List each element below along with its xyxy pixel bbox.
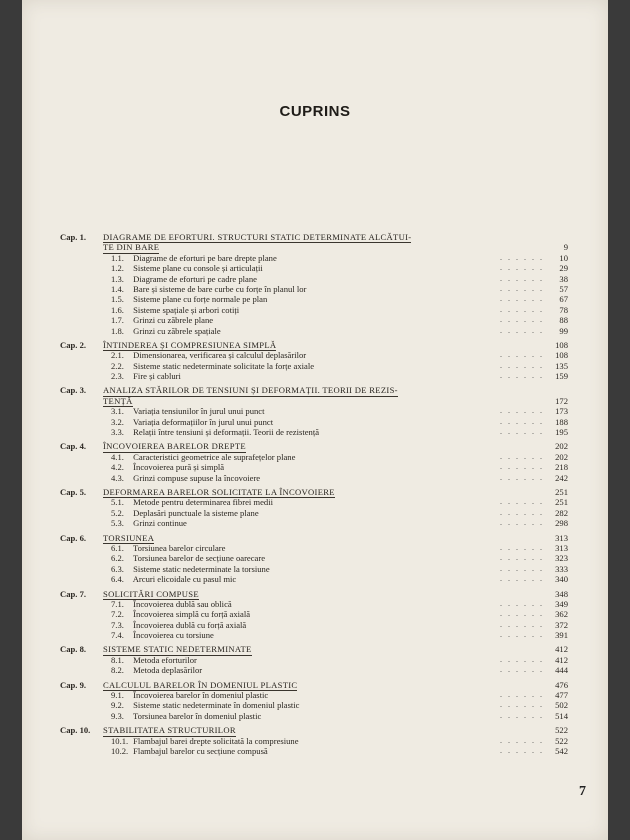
toc-section-row bbox=[60, 462, 568, 472]
section-number: 10.2. bbox=[111, 745, 129, 756]
page-ref: 333 bbox=[555, 563, 568, 574]
dot-leader: . . . . . . bbox=[500, 451, 544, 461]
section-entry bbox=[111, 497, 273, 507]
section-number: 4.3. bbox=[111, 472, 124, 483]
page-ref: 195 bbox=[555, 427, 568, 438]
section-number: 6.2. bbox=[111, 553, 124, 564]
section-title: Sisteme static nedeterminate la torsiune bbox=[133, 563, 270, 574]
section-title: Grinzi cu zăbrele spațiale bbox=[133, 325, 221, 336]
section-title: Metoda deplasărilor bbox=[133, 665, 203, 676]
section-title: Torsiunea barelor de secțiune oarecare bbox=[133, 553, 266, 564]
page-ref: 135 bbox=[555, 360, 568, 371]
section-entry bbox=[111, 665, 202, 675]
section-title: Flambajul barei drepte solicitată la compresiune bbox=[133, 735, 299, 746]
page-ref: 108 bbox=[555, 350, 568, 361]
section-entry bbox=[111, 473, 260, 483]
section-title: Fire și cabluri bbox=[133, 371, 181, 382]
toc-section-row bbox=[60, 746, 568, 756]
chapter-title: SISTEME STATIC NEDETERMINATE bbox=[103, 644, 252, 655]
chapter-title: DEFORMAREA BARELOR SOLICITATE LA ÎNCOVOIERE bbox=[103, 486, 335, 497]
page-title: CUPRINS bbox=[279, 103, 351, 120]
chapter-title: CALCULUL BARELOR ÎN DOMENIUL PLASTIC bbox=[103, 679, 298, 690]
section-entry bbox=[111, 553, 265, 563]
toc-section-row bbox=[60, 417, 568, 427]
page-ref: 323 bbox=[555, 553, 568, 564]
page-ref: 251 bbox=[555, 486, 568, 497]
toc-section-row bbox=[60, 253, 568, 263]
chapter-number: Cap. 7. bbox=[60, 588, 87, 599]
page-ref: 99 bbox=[559, 325, 568, 336]
section-entry bbox=[111, 305, 239, 315]
section-title: Diagrame de eforturi pe cadre plane bbox=[133, 273, 257, 284]
dot-leader: . . . . . . bbox=[500, 619, 544, 629]
toc-section-row bbox=[60, 518, 568, 528]
section-entry bbox=[111, 350, 306, 360]
toc-chapter-row bbox=[60, 385, 568, 395]
page-ref: 57 bbox=[559, 283, 568, 294]
section-entry bbox=[111, 274, 257, 284]
section-entry bbox=[111, 427, 319, 437]
page-ref: 78 bbox=[559, 304, 568, 315]
page-number: 7 bbox=[579, 784, 586, 799]
toc-chapter-row-continued bbox=[60, 396, 568, 406]
toc-section-row bbox=[60, 574, 568, 584]
toc-section-row bbox=[60, 361, 568, 371]
toc-section-row bbox=[60, 274, 568, 284]
page-ref: 514 bbox=[555, 710, 568, 721]
page-ref: 476 bbox=[555, 679, 568, 690]
dot-leader: . . . . . . bbox=[500, 350, 544, 360]
toc-section-row bbox=[60, 711, 568, 721]
toc-section-row bbox=[60, 452, 568, 462]
toc-section-row bbox=[60, 543, 568, 553]
section-entry bbox=[111, 284, 306, 294]
chapter-title-continued: TE DIN BARE bbox=[103, 242, 160, 253]
section-number: 7.1. bbox=[111, 598, 124, 609]
section-title: Bare și sisteme de bare curbe cu forțe în planul lor bbox=[133, 283, 307, 294]
section-entry bbox=[111, 462, 224, 472]
toc-chapter-row bbox=[60, 644, 568, 654]
section-number: 6.3. bbox=[111, 563, 124, 574]
toc-section-row bbox=[60, 508, 568, 518]
dot-leader: . . . . . . bbox=[500, 700, 544, 710]
dot-leader: . . . . . . bbox=[500, 745, 544, 755]
section-number: 1.6. bbox=[111, 304, 124, 315]
section-title: Torsiunea barelor în domeniul plastic bbox=[133, 710, 262, 721]
toc-section-row bbox=[60, 350, 568, 360]
section-number: 9.3. bbox=[111, 710, 124, 721]
section-number: 8.2. bbox=[111, 665, 124, 676]
page-ref: 391 bbox=[555, 630, 568, 641]
page-ref: 108 bbox=[555, 339, 568, 350]
toc-section-row bbox=[60, 553, 568, 563]
section-entry bbox=[111, 361, 314, 371]
dot-leader: . . . . . . bbox=[500, 462, 544, 472]
page-ref: 202 bbox=[555, 441, 568, 452]
section-number: 10.1. bbox=[111, 735, 129, 746]
section-entry bbox=[111, 746, 268, 756]
chapter-title: ÎNCOVOIEREA BARELOR DREPTE bbox=[103, 441, 246, 452]
page-ref: 298 bbox=[555, 518, 568, 529]
dot-leader: . . . . . . bbox=[500, 542, 544, 552]
page-ref: 188 bbox=[555, 416, 568, 427]
toc-section-row bbox=[60, 473, 568, 483]
dot-leader: . . . . . . bbox=[500, 315, 544, 325]
section-number: 3.2. bbox=[111, 416, 124, 427]
page-ref: 251 bbox=[555, 497, 568, 508]
section-number: 7.4. bbox=[111, 630, 124, 641]
dot-leader: . . . . . . bbox=[500, 553, 544, 563]
dot-leader: . . . . . . bbox=[500, 654, 544, 664]
dot-leader: . . . . . . bbox=[500, 406, 544, 416]
page-ref: 67 bbox=[559, 294, 568, 305]
toc-section-row bbox=[60, 284, 568, 294]
dot-leader: . . . . . . bbox=[500, 371, 544, 381]
dot-leader: . . . . . . bbox=[500, 598, 544, 608]
page-ref: 159 bbox=[555, 371, 568, 382]
section-title: Torsiunea barelor circulare bbox=[133, 542, 226, 553]
chapter-number: Cap. 9. bbox=[60, 679, 87, 690]
section-entry bbox=[111, 711, 261, 721]
section-number: 3.3. bbox=[111, 427, 124, 438]
section-title: Sisteme spațiale și arbori cotiți bbox=[133, 304, 240, 315]
section-title: Diagrame de eforturi pe bare drepte plane bbox=[133, 252, 277, 263]
dot-leader: . . . . . . bbox=[500, 294, 544, 304]
page-ref: 348 bbox=[555, 588, 568, 599]
section-entry bbox=[111, 253, 277, 263]
section-entry bbox=[111, 655, 197, 665]
chapter-number: Cap. 8. bbox=[60, 644, 87, 655]
toc-chapter-row bbox=[60, 725, 568, 735]
dot-leader: . . . . . . bbox=[500, 360, 544, 370]
section-number: 6.1. bbox=[111, 542, 124, 553]
toc-section-row bbox=[60, 609, 568, 619]
section-title: Încovoierea dublă sau oblică bbox=[133, 598, 232, 609]
dot-leader: . . . . . . bbox=[500, 630, 544, 640]
chapter-title-continued: TENȚĂ bbox=[103, 395, 133, 406]
dot-leader: . . . . . . bbox=[500, 427, 544, 437]
section-number: 1.5. bbox=[111, 294, 124, 305]
toc-section-row bbox=[60, 263, 568, 273]
page-ref: 477 bbox=[555, 690, 568, 701]
dot-leader: . . . . . . bbox=[500, 609, 544, 619]
chapter-title: ANALIZA STĂRILOR DE TENSIUNI ȘI DEFORMAȚII. TEORII DE REZIS- bbox=[103, 385, 398, 396]
page-ref: 412 bbox=[555, 654, 568, 665]
toc-chapter-row bbox=[60, 680, 568, 690]
section-title: Dimensionarea, verificarea și calculul deplasărilor bbox=[133, 350, 307, 361]
section-number: 2.3. bbox=[111, 371, 124, 382]
dot-leader: . . . . . . bbox=[500, 665, 544, 675]
toc-section-row bbox=[60, 326, 568, 336]
chapter-number: Cap. 1. bbox=[60, 232, 87, 242]
section-title: Grinzi compuse supuse la încovoiere bbox=[133, 472, 261, 483]
page-ref: 340 bbox=[555, 574, 568, 585]
section-title: Sisteme plane cu console și articulații bbox=[133, 263, 263, 274]
section-entry bbox=[111, 315, 213, 325]
section-number: 7.2. bbox=[111, 609, 124, 620]
toc-section-row bbox=[60, 620, 568, 630]
section-entry bbox=[111, 417, 273, 427]
section-title: Sisteme plane cu forțe normale pe plan bbox=[133, 294, 268, 305]
section-number: 6.4. bbox=[111, 574, 124, 585]
section-number: 2.1. bbox=[111, 350, 124, 361]
chapter-number: Cap. 2. bbox=[60, 339, 87, 350]
section-number: 1.1. bbox=[111, 252, 124, 263]
page-ref: 29 bbox=[559, 263, 568, 274]
dot-leader: . . . . . . bbox=[500, 507, 544, 517]
toc-section-row bbox=[60, 736, 568, 746]
section-entry bbox=[111, 564, 270, 574]
dot-leader: . . . . . . bbox=[500, 518, 544, 528]
section-entry bbox=[111, 609, 250, 619]
section-entry bbox=[111, 599, 232, 609]
section-title: Încovoierea cu torsiune bbox=[133, 630, 214, 641]
dot-leader: . . . . . . bbox=[500, 304, 544, 314]
section-number: 5.3. bbox=[111, 518, 124, 529]
toc-section-row bbox=[60, 690, 568, 700]
section-entry bbox=[111, 630, 214, 640]
toc-section-row bbox=[60, 315, 568, 325]
section-number: 1.2. bbox=[111, 263, 124, 274]
section-number: 5.2. bbox=[111, 507, 124, 518]
dot-leader: . . . . . . bbox=[500, 283, 544, 293]
section-title: Grinzi cu zăbrele plane bbox=[133, 315, 214, 326]
section-number: 1.4. bbox=[111, 283, 124, 294]
section-title: Grinzi continue bbox=[133, 518, 187, 529]
section-number: 9.2. bbox=[111, 700, 124, 711]
section-title: Metode pentru determinarea fibrei medii bbox=[133, 497, 273, 508]
section-title: Metoda eforturilor bbox=[133, 654, 197, 665]
chapter-number: Cap. 10. bbox=[60, 725, 91, 736]
section-entry bbox=[111, 518, 187, 528]
section-entry bbox=[111, 263, 263, 273]
section-entry bbox=[111, 690, 268, 700]
dot-leader: . . . . . . bbox=[500, 710, 544, 720]
section-title: Variația deformațiilor în jurul unui punct bbox=[133, 416, 274, 427]
toc-section-row bbox=[60, 497, 568, 507]
section-title: Sisteme static nedeterminate în domeniul plastic bbox=[133, 700, 300, 711]
section-title: Încovoierea barelor în domeniul plastic bbox=[133, 690, 269, 701]
chapter-title: DIAGRAME DE EFORTURI. STRUCTURI STATIC DETERMINATE ALCĂTUI- bbox=[103, 232, 412, 242]
section-number: 4.1. bbox=[111, 451, 124, 462]
dot-leader: . . . . . . bbox=[500, 263, 544, 273]
page-ref: 88 bbox=[559, 315, 568, 326]
chapter-number: Cap. 4. bbox=[60, 441, 87, 452]
toc-section-row bbox=[60, 599, 568, 609]
section-title: Flambajul barelor cu secțiune compusă bbox=[133, 745, 268, 756]
section-number: 1.3. bbox=[111, 273, 124, 284]
page-ref: 412 bbox=[555, 644, 568, 655]
page-ref: 502 bbox=[555, 700, 568, 711]
section-number: 8.1. bbox=[111, 654, 124, 665]
section-entry bbox=[111, 371, 181, 381]
page-ref: 522 bbox=[555, 725, 568, 736]
section-number: 5.1. bbox=[111, 497, 124, 508]
toc-section-row bbox=[60, 564, 568, 574]
section-number: 3.1. bbox=[111, 406, 124, 417]
book-page bbox=[22, 0, 608, 840]
dot-leader: . . . . . . bbox=[500, 252, 544, 262]
page-ref: 542 bbox=[555, 745, 568, 756]
dot-leader: . . . . . . bbox=[500, 325, 544, 335]
page-ref: 242 bbox=[555, 472, 568, 483]
section-title: Deplasări punctuale la sisteme plane bbox=[133, 507, 259, 518]
page-ref: 522 bbox=[555, 735, 568, 746]
dot-leader: . . . . . . bbox=[500, 563, 544, 573]
dot-leader: . . . . . . bbox=[500, 472, 544, 482]
section-title: Relații între tensiuni și deformații. Teorii de rezistență bbox=[133, 427, 320, 438]
dot-leader: . . . . . . bbox=[500, 574, 544, 584]
section-title: Încovoierea dublă cu forță axială bbox=[133, 619, 247, 630]
page-ref: 372 bbox=[555, 619, 568, 630]
page-ref: 444 bbox=[555, 665, 568, 676]
toc-chapter-row-continued bbox=[60, 242, 568, 252]
toc-chapter-row bbox=[60, 589, 568, 599]
dot-leader: . . . . . . bbox=[500, 497, 544, 507]
toc-section-row bbox=[60, 700, 568, 710]
toc-section-row bbox=[60, 406, 568, 416]
toc-chapter-row bbox=[60, 340, 568, 350]
section-entry bbox=[111, 508, 259, 518]
page-ref: 218 bbox=[555, 462, 568, 473]
dot-leader: . . . . . . bbox=[500, 416, 544, 426]
chapter-number: Cap. 3. bbox=[60, 385, 87, 396]
section-entry bbox=[111, 294, 267, 304]
section-entry bbox=[111, 620, 246, 630]
page-ref: 362 bbox=[555, 609, 568, 620]
section-entry bbox=[111, 700, 300, 710]
chapter-title: SOLICITĂRI COMPUSE bbox=[103, 588, 199, 599]
toc-chapter-row bbox=[60, 441, 568, 451]
section-title: Încovoierea pură și simplă bbox=[133, 462, 225, 473]
section-entry bbox=[111, 574, 236, 584]
chapter-title: ÎNTINDEREA ȘI COMPRESIUNEA SIMPLĂ bbox=[103, 339, 277, 350]
page-ref: 202 bbox=[555, 451, 568, 462]
section-number: 7.3. bbox=[111, 619, 124, 630]
page-ref: 10 bbox=[559, 252, 568, 263]
page-ref: 173 bbox=[555, 406, 568, 417]
toc-chapter-row bbox=[60, 487, 568, 497]
page-ref: 9 bbox=[563, 242, 568, 253]
section-entry bbox=[111, 736, 299, 746]
chapter-number: Cap. 5. bbox=[60, 486, 87, 497]
section-number: 1.8. bbox=[111, 325, 124, 336]
page-ref: 282 bbox=[555, 507, 568, 518]
table-of-contents bbox=[60, 232, 568, 756]
section-title: Variația tensiunilor în jurul unui punct bbox=[133, 406, 265, 417]
page-ref: 172 bbox=[555, 395, 568, 406]
toc-section-row bbox=[60, 305, 568, 315]
section-number: 4.2. bbox=[111, 462, 124, 473]
toc-section-row bbox=[60, 371, 568, 381]
section-entry bbox=[111, 326, 221, 336]
section-number: 2.2. bbox=[111, 360, 124, 371]
page-ref: 349 bbox=[555, 598, 568, 609]
dot-leader: . . . . . . bbox=[500, 690, 544, 700]
toc-section-row bbox=[60, 427, 568, 437]
chapter-title: STABILITATEA STRUCTURILOR bbox=[103, 725, 236, 736]
section-entry bbox=[111, 543, 225, 553]
chapter-title: TORSIUNEA bbox=[103, 532, 155, 543]
toc-section-row bbox=[60, 655, 568, 665]
section-number: 1.7. bbox=[111, 315, 124, 326]
toc-section-row bbox=[60, 294, 568, 304]
chapter-number: Cap. 6. bbox=[60, 532, 87, 543]
toc-chapter-row bbox=[60, 232, 568, 242]
section-title: Încovoierea simplă cu forță axială bbox=[133, 609, 251, 620]
section-entry bbox=[111, 406, 265, 416]
toc-chapter-row bbox=[60, 533, 568, 543]
toc-section-row bbox=[60, 630, 568, 640]
section-title: Sisteme static nedeterminate solicitate la forțe axiale bbox=[133, 360, 315, 371]
section-number: 9.1. bbox=[111, 690, 124, 701]
page-ref: 313 bbox=[555, 532, 568, 543]
section-title: Caracteristici geometrice ale suprafețelor plane bbox=[133, 451, 296, 462]
dot-leader: . . . . . . bbox=[500, 273, 544, 283]
page-ref: 313 bbox=[555, 542, 568, 553]
section-title: Arcuri elicoidale cu pasul mic bbox=[132, 574, 237, 585]
section-entry bbox=[111, 452, 295, 462]
page-ref: 38 bbox=[559, 273, 568, 284]
toc-section-row bbox=[60, 665, 568, 675]
dot-leader: . . . . . . bbox=[500, 735, 544, 745]
